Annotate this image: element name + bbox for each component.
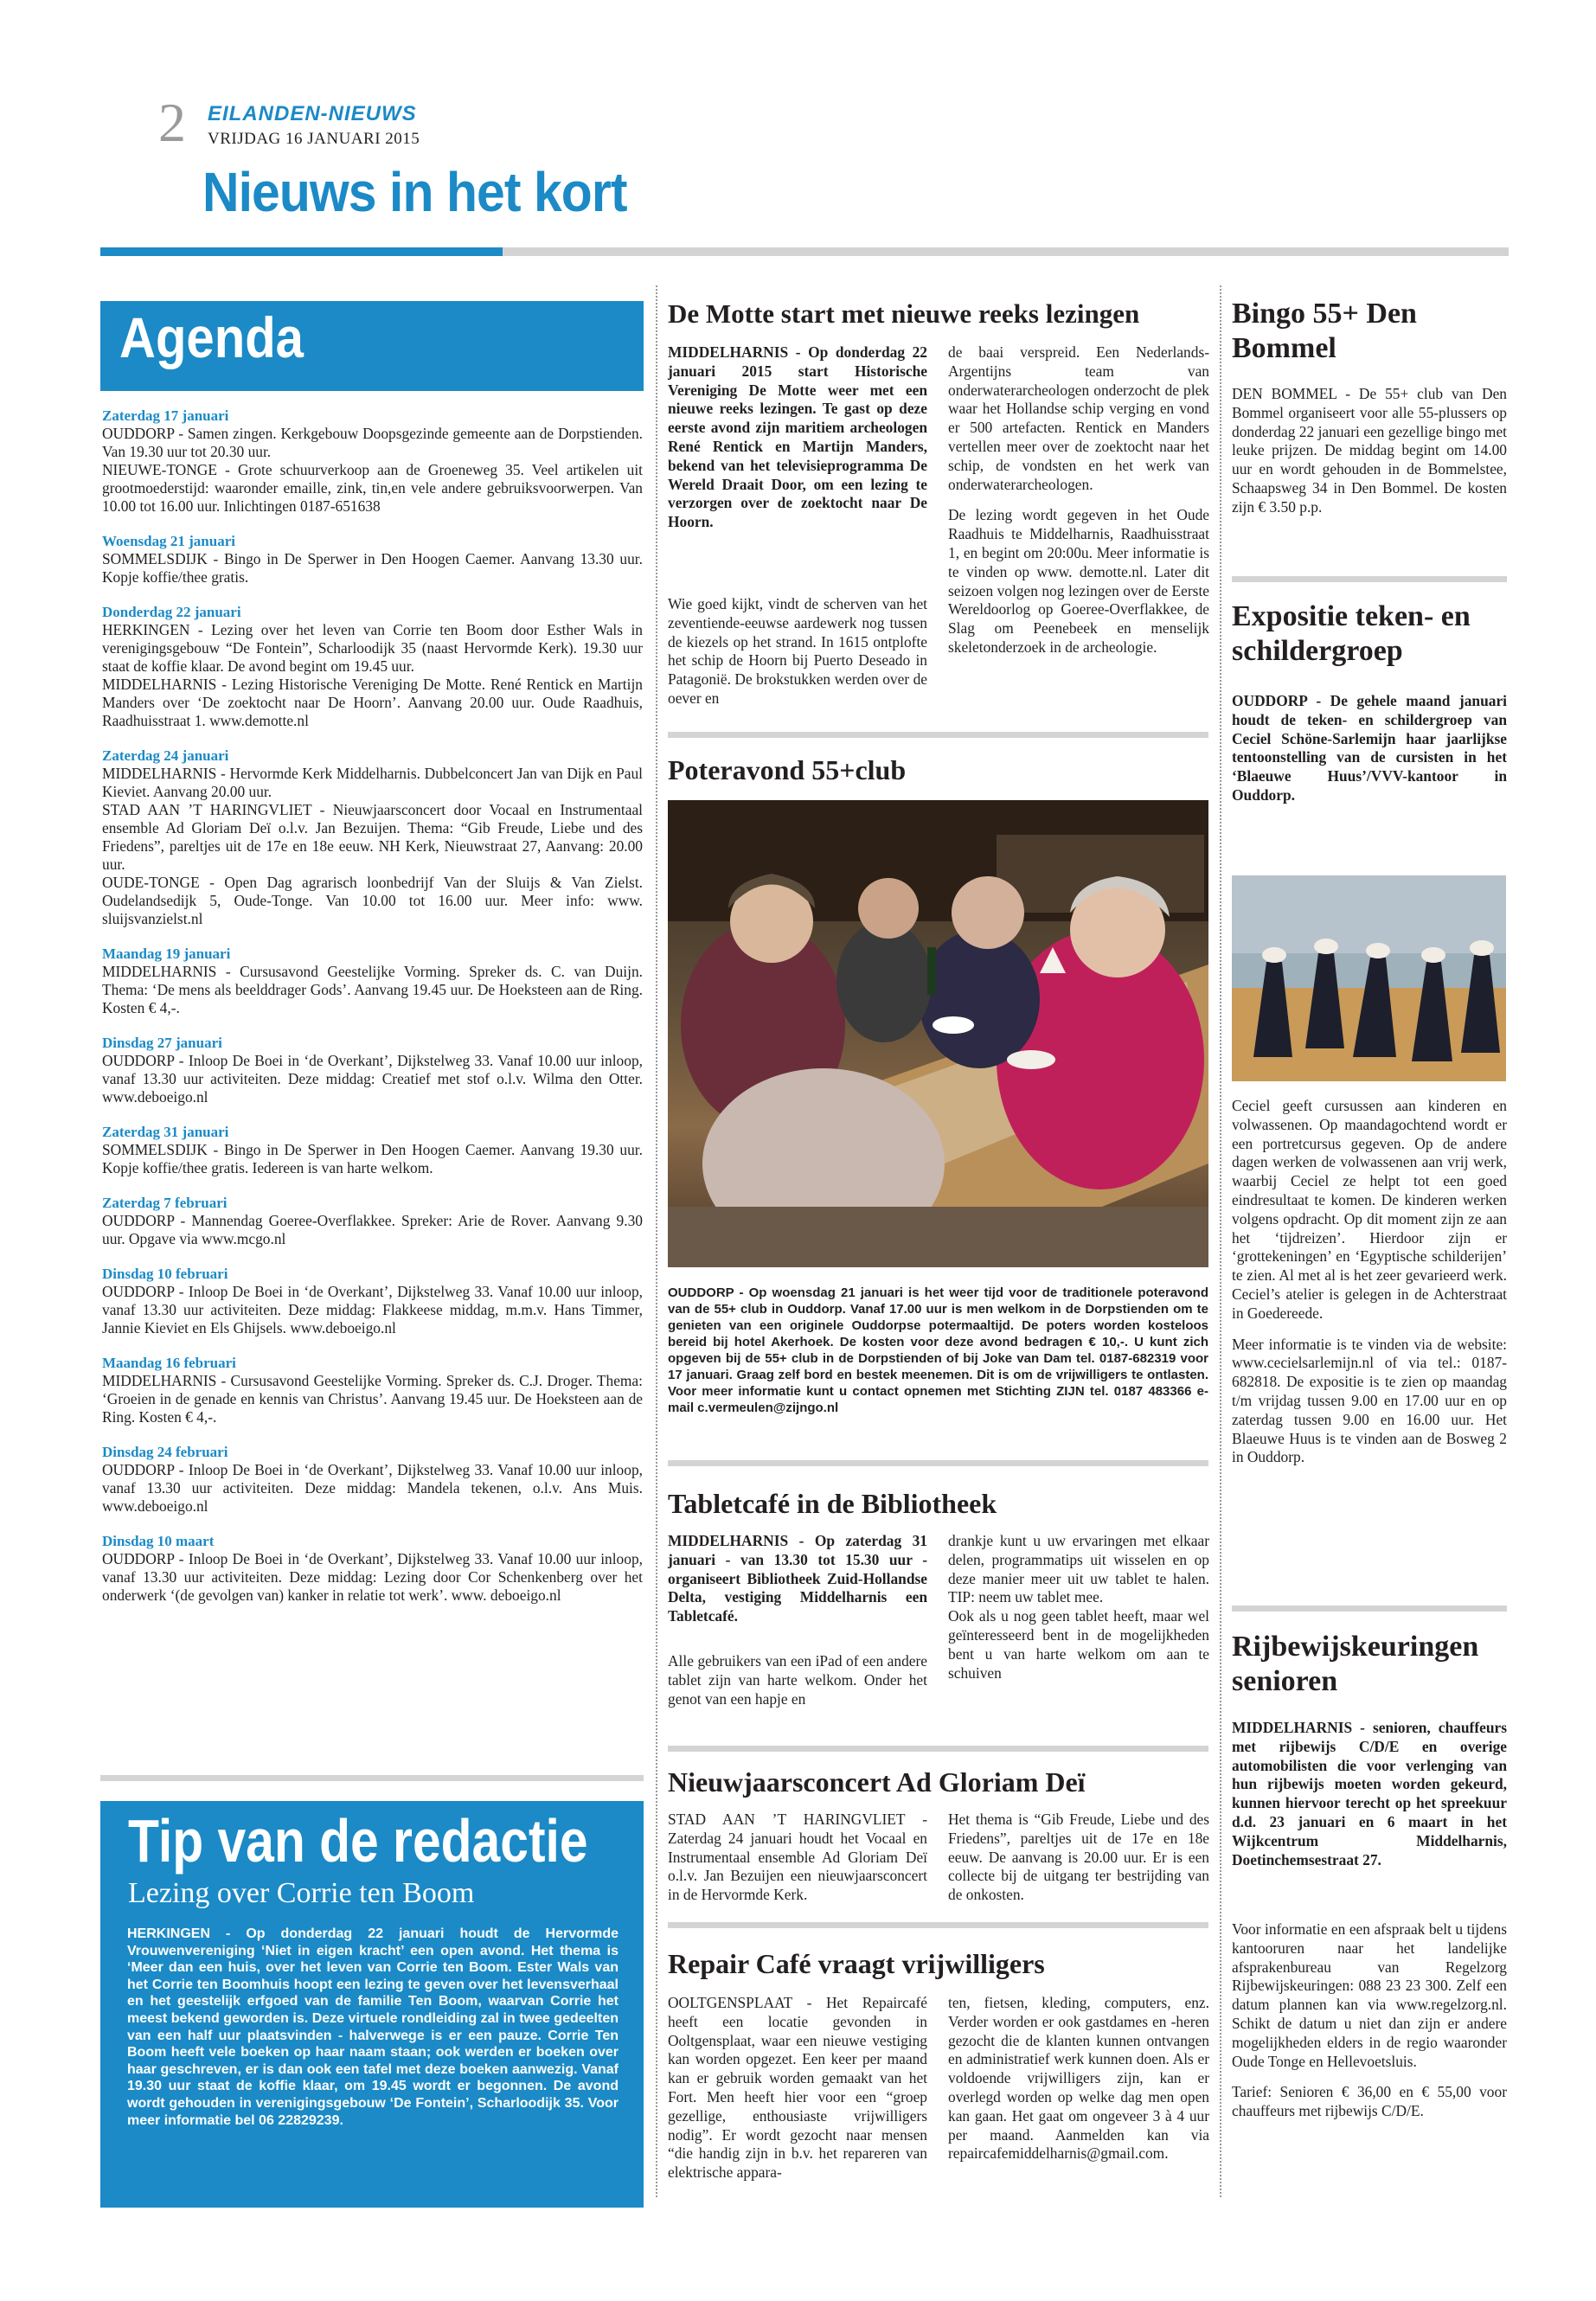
bingo-body: DEN BOMMEL - De 55+ club van Den Bommel organiseert voor alle 55-plussers op donderdag 22 januari een gezellige bingo met leuke prijzen. De middag begint om 14.00 uur en wordt gehouden in de Bommelstee, Schaapsweg 34 in Den Bommel. De kosten zijn € 3.50 p.p. xyxy=(1232,385,1507,516)
agenda-entry xyxy=(102,603,643,730)
repair-paragraph: OOLTGENSPLAAT - Het Repaircafé heeft een locatie gevonden in Ooltgensplaat, waar een nieuwe vestiging kan worden opgezet. Een keer per maand kan er gebruik worden gemaakt van het Fort. Men heeft hier voor een “groep gezellige, enthousiaste vrijwilligers nodig”. Er wordt gezocht naar mensen “die handig zijn in b.v. het repareren van elektrische appara- xyxy=(668,1994,927,2182)
agenda-list xyxy=(102,407,643,1621)
newspaper-logo: EILANDEN-NIEUWS xyxy=(208,102,417,125)
agenda-item: HERKINGEN - Lezing over het leven van Corrie ten Boom door Esther Wals in verenigingsgebouw “De Fontein”, Scharloodijk 35 (naast Hervormde Kerk). 19.30 uur staat de koffie klaar. De avond begint om 19.45 uur. xyxy=(102,621,643,675)
header-rule-accent xyxy=(100,247,503,256)
agenda-entry xyxy=(102,945,643,1017)
agenda-date: Zaterdag 24 januari xyxy=(102,747,229,764)
dinner-scene-photo xyxy=(668,800,1208,1267)
motte-lead: MIDDELHARNIS - Op donderdag 22 januari 2015 start Historische Vereniging De Motte weer met een nieuwe reeks lezingen. Te gast op deze eerste avond zijn maritiem archeologen René Rentick en Martijn Manders, bekend van het televisieprogramma De Wereld Draait Door, om een lezing te verzorgen over de zoektocht naar De Hoorn. xyxy=(668,343,927,531)
agenda-item: OUDDORP - Inloop De Boei in ‘de Overkant’, Dijkstelweg 33. Vanaf 10.00 uur inloop, vanaf 13.30 uur activiteiten. Deze middag: Lezing door Cor Schenkenberg over het onderwerk ‘(de gevolgen van) kanker in relatie tot werk’. www. deboeigo.nl xyxy=(102,1550,643,1604)
agenda-item: MIDDELHARNIS - Hervormde Kerk Middelharnis. Dubbelconcert Jan van Dijk en Paul Kieviet. Aanvang 20.00 uur. xyxy=(102,765,643,800)
agenda-entry xyxy=(102,1532,643,1605)
agenda-item: MIDDELHARNIS - Cursusavond Geestelijke Vorming. Spreker ds. C. van Duijn. Thema: ‘De mens als beelddrager Gods’. Aanvang 19.45 uur. De Hoeksteen aan de Ring. Kosten € 4,-. xyxy=(102,963,643,1016)
agenda-date: Maandag 16 februari xyxy=(102,1355,236,1371)
motte-paragraph: De lezing wordt gegeven in het Oude Raadhuis te Middelharnis, Raadhuisstraat 1, en begint om 20:00u. Meer informatie is te vinden op www. demotte.nl. Later dit seizoen volgen nog lezingen over de Eerste Wereldoorlog op Goeree-Overflakkee, de Slag om Peenebeek en menselijk skeletonderzoek in de archeologie. xyxy=(948,506,1209,656)
motte-paragraph: de baai verspreid. Een Nederlands-Argentijns team van onderwaterarcheologen onderzocht de plek waar het Hollandse schip verging en vond er 500 artefacten. Rentick en Manders vertellen meer over de zoektocht naar het schip, de vondsten en het werk van onderwaterarcheologen. xyxy=(948,343,1209,493)
expositie-column xyxy=(1232,1097,1507,1479)
section-title: Nieuws in het kort xyxy=(202,161,627,223)
expositie-headline: Expositie teken- en schildergroep xyxy=(1232,600,1471,667)
agenda-item: NIEUWE-TONGE - Grote schuurverkoop aan de Groeneweg 35. Veel artikelen uit grootmoederstijd: waaronder emaille, zink, tin,en vele andere gebruiksvoorwerpen. Van 10.00 tot 16.00 uur. Inlichtingen 0187-651638 xyxy=(102,461,643,515)
section-divider xyxy=(668,1922,1208,1928)
section-divider xyxy=(668,1460,1208,1466)
painting-image xyxy=(1232,875,1506,1081)
expositie-lead: OUDDORP - De gehele maand januari houdt de teken- en schildergroep van Ceciel Schöne-Sarlemijn haar jaarlijkse tentoonstelling van de cursisten in het ‘Blaeuwe Huus’/VVV-kantoor in Ouddorp. xyxy=(1232,692,1507,804)
section-divider xyxy=(100,1775,644,1781)
agenda-date: Dinsdag 24 februari xyxy=(102,1444,228,1460)
agenda-item: OUDDORP - Mannendag Goeree-Overflakkee. Spreker: Arie de Rover. Aanvang 9.30 uur. Opgave via www.mcgo.nl xyxy=(102,1212,643,1247)
agenda-entry xyxy=(102,1123,643,1177)
motte-headline: De Motte start met nieuwe reeks lezingen xyxy=(668,298,1140,329)
agenda-date: Dinsdag 27 januari xyxy=(102,1035,222,1051)
agenda-item: STAD AAN ’T HARINGVLIET - Nieuwjaarsconcert door Vocaal en Instrumentaal ensemble Ad Gloriam Deï o.l.v. Jan Bezuijen. Thema: “Gib Freude, Liebe und des Friedens”, pareltjes uit de 17e en 18e eeuw. NH Kerk, Nieuwstraat 27, Aanvang: 20.00 uur. xyxy=(102,801,643,873)
tip-title: Tip van de redactie xyxy=(128,1807,588,1875)
agenda-item: OUDDORP - Inloop De Boei in ‘de Overkant’, Dijkstelweg 33. Vanaf 10.00 uur inloop, vanaf 13.30 uur activiteiten. Deze middag: Mandela tekenen, o.l.v. Ans Muis. www.deboeigo.nl xyxy=(102,1461,643,1515)
agenda-item: MIDDELHARNIS - Cursusavond Geestelijke Vorming. Spreker ds. C.J. Droger. Thema: ‘Groeien in de genade en kennis van Christus’. Aanvang 19.45 uur. De Hoeksteen aan de Ring. Kosten € 4,-. xyxy=(102,1372,643,1426)
agenda-date: Zaterdag 7 februari xyxy=(102,1195,228,1211)
agenda-item: MIDDELHARNIS - Lezing Historische Vereniging De Motte. René Rentick en Martijn Manders over ‘De zoektocht naar De Hoorn’. Aanvang 20.00 uur. Oude Raadhuis, Raadhuisstraat 1. www.demotte.nl xyxy=(102,676,643,729)
tip-body: HERKINGEN - Op donderdag 22 januari houdt de Hervormde Vrouwenvereniging ‘Niet in eigen kracht’ een open avond. Het thema is ‘Meer dan een huis, over het leven van Corrie ten Boom. Ester Wals van het Corrie ten Boomhuis hoopt een lezing te geven over het levensverhaal en het geestelijk erfgoed van de familie Ten Boom, waarvan Corrie het meest bekend geworden is. Deze virtuele rondleiding zal in twee gedeelten van een half uur plaatsvinden - halverwege is er een pauze. Corrie Ten Boom heeft vele boeken op haar naam staan; ook werden er boeken over haar geschreven, er is dan ook een tafel met deze boeken aanwezig. Vanaf 19.30 uur staat de koffie klaar, om 19.45 wordt er begonnen. De avond wordt gehouden in verenigingsgebouw ‘De Fontein’, Scharloodijk 35. Voor meer informatie bel 06 22829239. xyxy=(127,1926,619,2128)
poteravond-photo xyxy=(668,800,1208,1267)
tabletcafe-paragraph: drankje kunt u uw ervaringen met elkaar delen, programmatips uit wisselen en op deze manier meer uit uw tablet te halen. TIP: neem uw tablet mee. xyxy=(948,1532,1209,1606)
expositie-paragraph: Ceciel geeft cursussen aan kinderen en volwassenen. Op maandagochtend wordt er een portretcursus gegeven. Op de andere dagen werken de volwassenen aan vrij werk, waarbij Ceciel ze helpt tot een goed eindresultaat te komen. De kinderen werken volgens opdracht. Op dit moment zijn ze aan het ‘tijdreizen’. Hierdoor zijn er ‘grottekeningen’ en ‘Egyptische schilderijen’ te zien. Al met al is het zeer gevarieerd werk. Ceciel’s atelier is gelegen in de Achterstraat in Goedereede. xyxy=(1232,1097,1507,1322)
motte-paragraph: Wie goed kijkt, vindt de scherven van het zeventiende-eeuwse aardewerk nog tussen de kiezels op het strand. In 1615 ontplofte het schip de Hoorn bij Puerto Deseado in Patagonië. De brokstukken werden over de oever en xyxy=(668,595,927,707)
agenda-item: OUDE-TONGE - Open Dag agrarisch loonbedrijf Van der Sluijs & Van Zielst. Oudelandsedijk 5, Oude-Tonge. Van 10.00 tot 16.00 uur. Meer info: www. sluijsvanzielst.nl xyxy=(102,874,643,927)
poteravond-headline: Poteravond 55+club xyxy=(668,754,907,785)
expositie-paragraph: Meer informatie is te vinden via de website: www.cecielsarlemijn.nl of via tel.: 0187-682818. De expositie is te zien op maandag t/m vrijdag tussen 9.00 en 17.00 uur en op zaterdag tussen 9.00 en 16.00 uur. Het Blaeuwe Huus is te vinden aan de Bosweg 2 in Ouddorp. xyxy=(1232,1335,1507,1466)
section-divider xyxy=(1232,576,1507,582)
expositie-painting xyxy=(1232,875,1506,1081)
agenda-date: Woensdag 21 januari xyxy=(102,533,235,549)
agenda-entry xyxy=(102,1443,643,1516)
section-divider xyxy=(668,732,1208,738)
column-divider xyxy=(1220,285,1221,2197)
agenda-date: Maandag 19 januari xyxy=(102,945,231,962)
agenda-title: Agenda xyxy=(119,305,304,369)
tabletcafe-column-2 xyxy=(948,1532,1209,1682)
issue-date: VRIJDAG 16 JANUARI 2015 xyxy=(208,130,420,148)
rijbewijs-headline: Rijbewijskeuringen senioren xyxy=(1232,1631,1479,1697)
agenda-item: OUDDORP - Inloop De Boei in ‘de Overkant’, Dijkstelweg 33. Vanaf 10.00 uur inloop, vanaf 13.30 uur activiteiten. Deze middag: Creatief met stof o.l.v. Wilma den Otter. www.deboeigo.nl xyxy=(102,1052,643,1106)
page-number: 2 xyxy=(158,92,186,153)
column-divider xyxy=(656,285,657,2197)
agenda-date: Donderdag 22 januari xyxy=(102,604,241,620)
tabletcafe-paragraph: Alle gebruikers van een iPad of een andere tablet zijn van harte welkom. Onder het genot van een hapje en xyxy=(668,1652,927,1708)
section-divider xyxy=(1232,1606,1507,1612)
tip-subtitle: Lezing over Corrie ten Boom xyxy=(128,1877,475,1909)
agenda-date: Zaterdag 31 januari xyxy=(102,1124,229,1140)
agenda-entry xyxy=(102,1034,643,1106)
rijbewijs-lead: MIDDELHARNIS - senioren, chauffeurs met rijbewijs C/D/E en overige automobilisten die voor verlenging van hun rijbewijs moeten worden gekeurd, kunnen hiervoor terecht op het spreekuur d.d. 23 januari en 6 maart in het Wijkcentrum Middelharnis, Doetinchemsestraat 27. xyxy=(1232,1719,1507,1868)
bingo-headline: Bingo 55+ Den Bommel xyxy=(1232,298,1417,364)
agenda-entry xyxy=(102,1265,643,1337)
agenda-entry xyxy=(102,747,643,928)
agenda-item: OUDDORP - Samen zingen. Kerkgebouw Doopsgezinde gemeente aan de Dorpstienden. Van 19.30 uur tot 20.30 uur. xyxy=(102,425,643,460)
agenda-entry xyxy=(102,532,643,586)
rijbewijs-column xyxy=(1232,1920,1507,2133)
gloriam-paragraph: Het thema is “Gib Freude, Liebe und des Friedens”, pareltjes uit de 17e en 18e eeuw. De aanvang is 20.00 uur. Er is een collecte bij de uitgang ter bestrijding van de onkosten. xyxy=(948,1811,1209,1904)
section-divider xyxy=(668,1746,1208,1752)
tabletcafe-lead: MIDDELHARNIS - Op zaterdag 31 januari - van 13.30 tot 15.30 uur - organiseert Bibliotheek Zuid-Hollandse Delta, vestiging Middelharnis een Tabletcafé. xyxy=(668,1532,927,1625)
poteravond-caption: OUDDORP - Op woensdag 21 januari is het weer tijd voor de traditionele poteravond van de 55+ club in Ouddorp. Vanaf 17.00 uur is men welkom in de Dorpstienden om te genieten van een originele Ouddorpse potermaaltijd. De poters worden kosteloos bereid bij hotel Akerhoek. De kosten voor deze avond bedragen € 10,-. U kunt zich opgeven bij de 55+ club in de Dorpstienden of bij Joke van Dam tel. 0187-682319 voor 17 januari. Graag zelf bord en bestek meenemen. Dit is om de vrijwilligers te ontlasten. Voor meer informatie kunt u contact opnemen met Stichting ZIJN tel. 0187 483366 e-mail c.vermeulen@zijngo.nl xyxy=(668,1285,1208,1415)
agenda-entry xyxy=(102,1354,643,1426)
repair-headline: Repair Café vraagt vrijwilligers xyxy=(668,1948,1045,1979)
agenda-entry xyxy=(102,1194,643,1248)
gloriam-paragraph: STAD AAN ’T HARINGVLIET - Zaterdag 24 januari houdt het Vocaal en Instrumentaal ensemble Ad Gloriam Deï o.l.v. Jan Bezuijen een nieuwjaarsconcert in de Hervormde Kerk. xyxy=(668,1811,927,1904)
agenda-entry xyxy=(102,407,643,516)
tabletcafe-paragraph: Ook als u nog geen tablet heeft, maar wel geïnteresseerd bent in de mogelijkheden bent u van harte welkom om aan te schuiven xyxy=(948,1607,1209,1682)
agenda-date: Dinsdag 10 maart xyxy=(102,1533,215,1549)
agenda-item: SOMMELSDIJK - Bingo in De Sperwer in Den Hoogen Caemer. Aanvang 19.30 uur. Kopje koffie/thee gratis. Iedereen is van harte welkom. xyxy=(102,1141,643,1176)
agenda-date: Dinsdag 10 februari xyxy=(102,1266,228,1282)
agenda-item: SOMMELSDIJK - Bingo in De Sperwer in Den Hoogen Caemer. Aanvang 13.30 uur. Kopje koffie/thee gratis. xyxy=(102,550,643,586)
motte-column-2 xyxy=(948,343,1209,670)
rijbewijs-paragraph: Tarief: Senioren € 36,00 en € 55,00 voor chauffeurs met rijbewijs C/D/E. xyxy=(1232,2083,1507,2120)
gloriam-headline: Nieuwjaarsconcert Ad Gloriam Deï xyxy=(668,1766,1086,1798)
agenda-date: Zaterdag 17 januari xyxy=(102,407,229,424)
rijbewijs-paragraph: Voor informatie en een afspraak belt u tijdens kantooruren naar het landelijke afsprakenbureau van Regelzorg Rijbewijskeuringen: 088 23 23 300. Zelf een datum plannen kan via www.regelzorg.nl. Schikt de datum u niet dan zijn er andere mogelijkheden elders in de regio waaronder Oude Tonge en Hellevoetsluis. xyxy=(1232,1920,1507,2070)
agenda-item: OUDDORP - Inloop De Boei in ‘de Overkant’, Dijkstelweg 33. Vanaf 10.00 uur inloop, vanaf 13.30 uur activiteiten. Deze middag: Flakkeese middag, m.m.v. Hans Timmer, Jannie Kieviet en Els Ghijsels. www.deboeigo.nl xyxy=(102,1283,643,1336)
repair-paragraph: ten, fietsen, kleding, computers, enz. Verder worden er ook gastdames en -heren gezocht die de klanten kunnen ontvangen en administratief werk kunnen doen. Als er voldoende vrijwilligers zijn, kan er overlegd worden op welke dag men open kan gaan. Het gaat om ongeveer 3 à 4 uur per maand. Aanmelden kan via repaircafemiddelharnis@gmail.com. xyxy=(948,1994,1209,2163)
tabletcafe-headline: Tabletcafé in de Bibliotheek xyxy=(668,1488,997,1519)
